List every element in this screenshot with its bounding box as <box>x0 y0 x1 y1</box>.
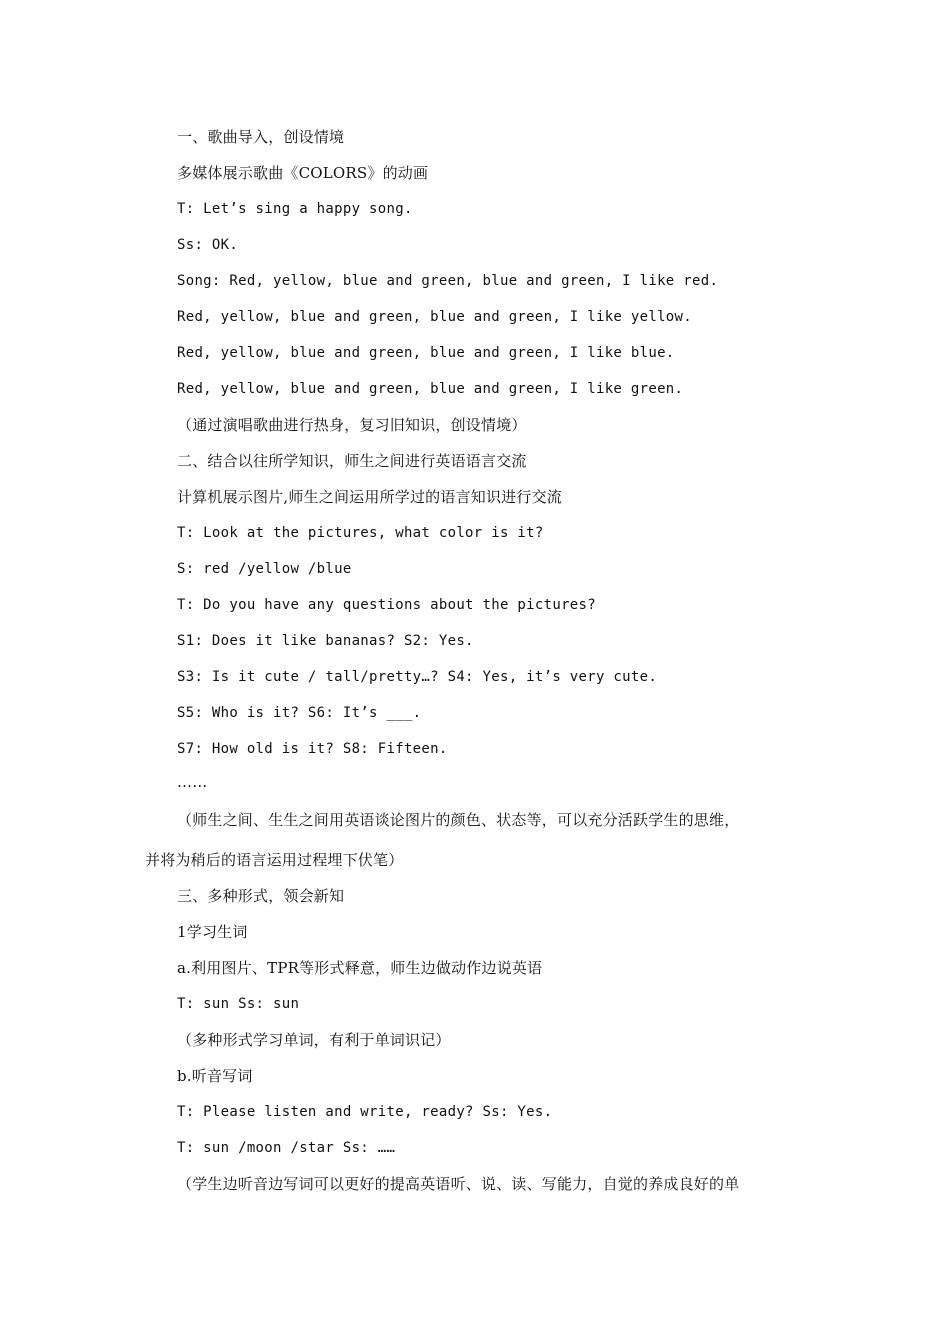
subheading: 1学习生词 <box>177 923 248 941</box>
dialogue-line: S5: Who is it? S6: It’s ___. <box>177 705 422 721</box>
song-lyric-line: Red, yellow, blue and green, blue and green, I like blue. <box>177 345 675 361</box>
dialogue-line: S7: How old is it? S8: Fifteen. <box>177 741 448 757</box>
paragraph-line: 多媒体展示歌曲《COLORS》的动画 <box>177 164 429 182</box>
paragraph-line: 计算机展示图片,师生之间运用所学过的语言知识进行交流 <box>177 488 562 506</box>
dialogue-line: Ss: OK. <box>177 237 239 253</box>
ellipsis-line: …… <box>177 773 208 791</box>
dialogue-line: T: sun /moon /star Ss: …… <box>177 1140 396 1156</box>
section-heading-1: 一、歌曲导入，创设情境 <box>177 128 345 146</box>
dialogue-line: S: red /yellow /blue <box>177 561 352 577</box>
dialogue-line: T: Look at the pictures, what color is it? <box>177 525 544 541</box>
note-line: （师生之间、生生之间用英语谈论图片的颜色、状态等，可以充分活跃学生的思维， <box>177 811 740 829</box>
subheading: b.听音写词 <box>177 1067 253 1085</box>
note-line: （多种形式学习单词，有利于单词识记） <box>177 1031 451 1049</box>
dialogue-line: T: Do you have any questions about the pictures? <box>177 597 596 613</box>
dialogue-line: T: Let’s sing a happy song. <box>177 201 413 217</box>
dialogue-line: T: Please listen and write, ready? Ss: Yes. <box>177 1104 553 1120</box>
paragraph-line: a.利用图片、TPR等形式释意，师生边做动作边说英语 <box>177 959 543 977</box>
dialogue-line: S1: Does it like bananas? S2: Yes. <box>177 633 474 649</box>
section-heading-3: 三、多种形式，领会新知 <box>177 887 345 905</box>
song-lyric-line: Red, yellow, blue and green, blue and green, I like yellow. <box>177 309 692 325</box>
song-lyric-line: Red, yellow, blue and green, blue and green, I like green. <box>177 381 684 397</box>
dialogue-line: T: sun Ss: sun <box>177 996 300 1012</box>
note-line-continued: 并将为稍后的语言运用过程埋下伏笔） <box>145 851 404 869</box>
note-line: （学生边听音边写词可以更好的提高英语听、说、读、写能力，自觉的养成良好的单 <box>177 1175 740 1193</box>
dialogue-line: S3: Is it cute / tall/pretty…? S4: Yes, it’s very cute. <box>177 669 658 685</box>
song-lyric-line: Song: Red, yellow, blue and green, blue and green, I like red. <box>177 273 719 289</box>
note-line: （通过演唱歌曲进行热身，复习旧知识，创设情境） <box>177 416 527 434</box>
section-heading-2: 二、结合以往所学知识，师生之间进行英语语言交流 <box>177 452 527 470</box>
